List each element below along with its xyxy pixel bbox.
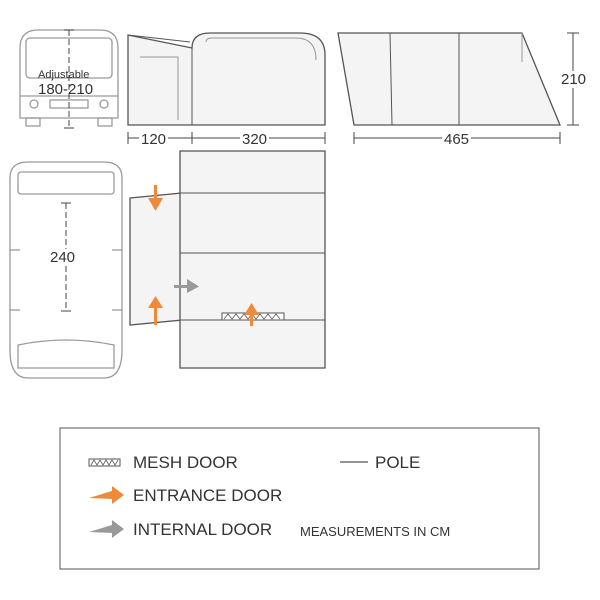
height-value: 180-210 <box>38 81 94 98</box>
legend-mesh-icon <box>89 459 120 466</box>
legend-mesh-door-label: MESH DOOR <box>133 453 238 472</box>
awning-floor-plan <box>130 151 325 368</box>
legend-internal-door-label: INTERNAL DOOR <box>133 520 273 539</box>
legend-measurements-note: MEASUREMENTS IN CM <box>300 524 451 539</box>
legend-box <box>60 428 539 569</box>
awning-side-view <box>128 33 325 125</box>
legend-pole-label: POLE <box>375 453 421 472</box>
height-label-adjustable: Adjustable <box>38 69 90 81</box>
front-length-label: 465 <box>444 131 470 148</box>
side-width-label-2: 320 <box>242 131 268 148</box>
awning-front-view <box>338 33 560 125</box>
plan-depth-label: 240 <box>50 249 76 266</box>
side-width-label-1: 120 <box>141 131 167 148</box>
front-height-label: 210 <box>561 71 587 88</box>
legend-entrance-door-label: ENTRANCE DOOR <box>133 486 283 505</box>
